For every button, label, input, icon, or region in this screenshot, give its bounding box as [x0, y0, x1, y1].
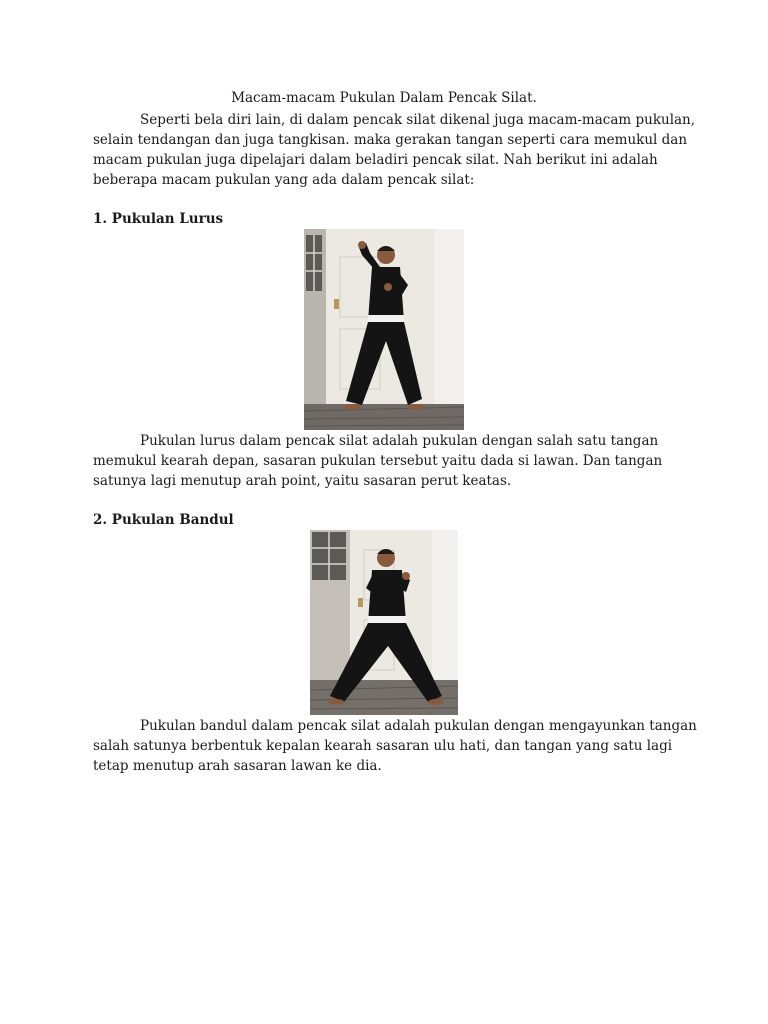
paragraph-pukulan-lurus — [93, 431, 683, 491]
body-line: memukul kearah depan, sasaran pukulan tersebut yaitu dada si lawan. Dan tangan — [93, 453, 663, 469]
intro-line: Seperti bela diri lain, di dalam pencak silat dikenal juga macam-macam pukulan, — [140, 112, 696, 128]
body-line: salah satunya berbentuk kepalan kearah sasaran ulu hati, dan tangan yang satu lagi — [93, 738, 673, 754]
section-heading-pukulan-bandul: 2. Pukulan Bandul — [93, 512, 234, 528]
document-title: Macam-macam Pukulan Dalam Pencak Silat. — [231, 90, 537, 106]
intro-line: selain tendangan dan juga tangkisan. maka gerakan tangan seperti cara memukul dan — [93, 132, 688, 148]
body-line: tetap menutup arah sasaran lawan ke dia. — [93, 758, 382, 774]
intro-line: macam pukulan juga dipelajari dalam beladiri pencak silat. Nah berikut ini adalah — [93, 152, 658, 168]
photo-pukulan-bandul — [310, 530, 458, 715]
intro-line: beberapa macam pukulan yang ada dalam pencak silat: — [93, 172, 475, 188]
body-line: Pukulan lurus dalam pencak silat adalah pukulan dengan salah satu tangan — [140, 433, 659, 449]
body-line: Pukulan bandul dalam pencak silat adalah pukulan dengan mengayunkan tangan — [140, 718, 697, 734]
paragraph-pukulan-bandul — [93, 716, 697, 776]
photo-pukulan-lurus — [304, 229, 464, 430]
section-heading-pukulan-lurus: 1. Pukulan Lurus — [93, 211, 224, 227]
intro-paragraph — [93, 110, 696, 190]
body-line: satunya lagi menutup arah point, yaitu sasaran perut keatas. — [93, 473, 512, 489]
